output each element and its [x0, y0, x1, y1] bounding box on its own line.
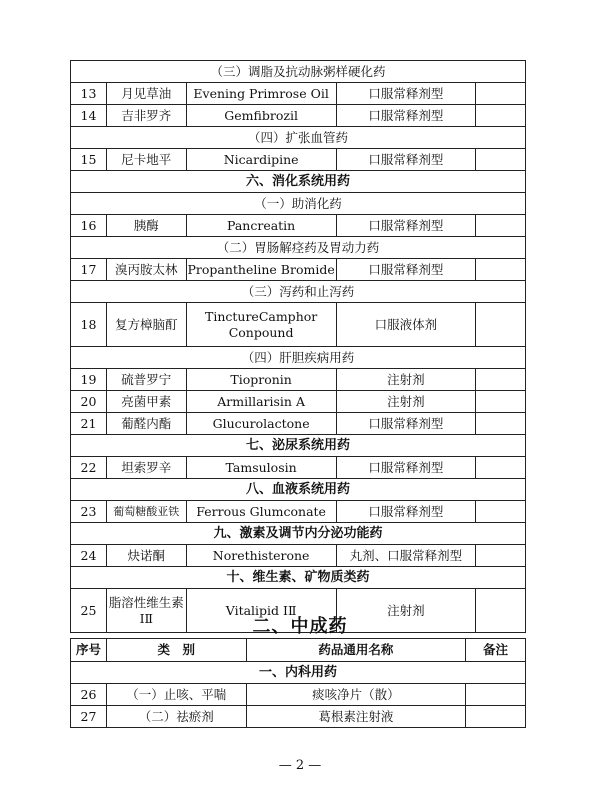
category-heading: 八、血液系统用药	[71, 479, 526, 501]
category-heading: 十、维生素、矿物质类药	[71, 567, 526, 589]
row-number: 15	[71, 149, 107, 171]
dosage-form: 口服常释剂型	[336, 105, 476, 127]
table-row	[71, 303, 526, 347]
category: （一）止咳、平喘	[106, 684, 246, 706]
page-number: — 2 —	[278, 758, 322, 773]
remarks-cell	[476, 105, 526, 127]
drug-name-cn: 硫普罗宁	[106, 369, 186, 391]
dosage-form: 口服常释剂型	[336, 215, 476, 237]
subcategory-heading: （四）扩张血管药	[71, 127, 526, 149]
category-heading-row	[71, 567, 526, 589]
table-row	[71, 391, 526, 413]
dosage-form: 丸剂、口服常释剂型	[336, 545, 476, 567]
header-remarks: 备注	[466, 639, 526, 662]
row-number: 19	[71, 369, 107, 391]
table-row	[71, 684, 526, 706]
remarks-cell	[466, 706, 526, 728]
drug-name-en: Ferrous Glumconate	[186, 501, 336, 523]
row-number: 18	[71, 303, 107, 347]
subcategory-heading: （三）调脂及抗动脉粥样硬化药	[71, 61, 526, 83]
row-number: 25	[71, 589, 107, 633]
table-row	[71, 413, 526, 435]
remarks-cell	[476, 391, 526, 413]
row-number: 23	[71, 501, 107, 523]
row-number: 26	[71, 684, 107, 706]
row-number: 17	[71, 259, 107, 281]
table-row	[71, 706, 526, 728]
row-number: 27	[71, 706, 107, 728]
row-number: 13	[71, 83, 107, 105]
category-heading: 一、内科用药	[71, 662, 526, 684]
remarks-cell	[476, 259, 526, 281]
table-row	[71, 545, 526, 567]
category-heading: 六、消化系统用药	[71, 171, 526, 193]
table-row	[71, 215, 526, 237]
row-number: 16	[71, 215, 107, 237]
drug-name: 葛根素注射液	[246, 706, 465, 728]
dosage-form: 口服常释剂型	[336, 149, 476, 171]
subcategory-heading-row	[71, 61, 526, 83]
dosage-form: 注射剂	[336, 589, 476, 633]
drug-name-en: Norethisterone	[186, 545, 336, 567]
category-heading: 九、激素及调节内分泌功能药	[71, 523, 526, 545]
table-row	[71, 457, 526, 479]
table-row	[71, 105, 526, 127]
header-category: 类 别	[106, 639, 246, 662]
drug-name-cn: 溴丙胺太林	[106, 259, 186, 281]
table-row	[71, 83, 526, 105]
row-number: 21	[71, 413, 107, 435]
drug-name-en: Tiopronin	[186, 369, 336, 391]
drug-name-en: Pancreatin	[186, 215, 336, 237]
header-drug-name: 药品通用名称	[246, 639, 465, 662]
dosage-form: 口服常释剂型	[336, 457, 476, 479]
category-heading-row	[71, 662, 526, 684]
subcategory-heading-row	[71, 237, 526, 259]
category-heading-row	[71, 171, 526, 193]
subcategory-heading-row	[71, 193, 526, 215]
dosage-form: 口服常释剂型	[336, 83, 476, 105]
table-row	[71, 501, 526, 523]
drug-name-en: Gemfibrozil	[186, 105, 336, 127]
remarks-cell	[476, 413, 526, 435]
drug-name-cn: 月见草油	[106, 83, 186, 105]
drug-name-cn: 葡萄糖酸亚铁	[106, 501, 186, 523]
category-heading: 七、泌尿系统用药	[71, 435, 526, 457]
subcategory-heading: （三）泻药和止泻药	[71, 281, 526, 303]
remarks-cell	[476, 545, 526, 567]
table-header-row	[71, 639, 526, 662]
table-row	[71, 259, 526, 281]
western-drug-table	[70, 60, 526, 633]
remarks-cell	[466, 684, 526, 706]
subcategory-heading-row	[71, 347, 526, 369]
remarks-cell	[476, 457, 526, 479]
drug-name-en: Glucurolactone	[186, 413, 336, 435]
subcategory-heading: （四）肝胆疾病用药	[71, 347, 526, 369]
table-row	[71, 369, 526, 391]
dosage-form: 口服常释剂型	[336, 501, 476, 523]
remarks-cell	[476, 149, 526, 171]
drug-name-cn: 葡醛内酯	[106, 413, 186, 435]
remarks-cell	[476, 369, 526, 391]
remarks-cell	[476, 83, 526, 105]
table-row	[71, 149, 526, 171]
drug-name-cn: 炔诺酮	[106, 545, 186, 567]
remarks-cell	[476, 303, 526, 347]
subcategory-heading-row	[71, 281, 526, 303]
row-number: 24	[71, 545, 107, 567]
drug-name-cn: 脂溶性维生素ⅠⅡ	[106, 589, 186, 633]
drug-name-cn: 胰酶	[106, 215, 186, 237]
remarks-cell	[476, 215, 526, 237]
drug-name-en: Vitalipid ⅠⅡ	[186, 589, 336, 633]
remarks-cell	[476, 501, 526, 523]
drug-name-cn: 复方樟脑酊	[106, 303, 186, 347]
drug-name-cn: 亮菌甲素	[106, 391, 186, 413]
drug-name-cn: 尼卡地平	[106, 149, 186, 171]
subcategory-heading: （一）助消化药	[71, 193, 526, 215]
drug-name: 痰咳净片（散）	[246, 684, 465, 706]
drug-name-en: Propantheline Bromide	[186, 259, 336, 281]
drug-name-cn: 坦索罗辛	[106, 457, 186, 479]
drug-name-en: Armillarisin A	[186, 391, 336, 413]
row-number: 20	[71, 391, 107, 413]
drug-name-en: Nicardipine	[186, 149, 336, 171]
dosage-form: 口服常释剂型	[336, 413, 476, 435]
drug-name-cn: 吉非罗齐	[106, 105, 186, 127]
category-heading-row	[71, 435, 526, 457]
row-number: 22	[71, 457, 107, 479]
subcategory-heading: （二）胃肠解痉药及胃动力药	[71, 237, 526, 259]
category-heading-row	[71, 479, 526, 501]
dosage-form: 口服液体剂	[336, 303, 476, 347]
dosage-form: 注射剂	[336, 391, 476, 413]
category-heading-row	[71, 523, 526, 545]
category: （二）祛瘀剂	[106, 706, 246, 728]
header-number: 序号	[71, 639, 107, 662]
drug-name-en: TinctureCamphor Conpound	[186, 303, 336, 347]
dosage-form: 注射剂	[336, 369, 476, 391]
row-number: 14	[71, 105, 107, 127]
drug-name-en: Tamsulosin	[186, 457, 336, 479]
subcategory-heading-row	[71, 127, 526, 149]
dosage-form: 口服常释剂型	[336, 259, 476, 281]
drug-name-en: Evening Primrose Oil	[186, 83, 336, 105]
chinese-medicine-table	[70, 638, 526, 728]
section-title-chinese-medicine: 二、中成药	[252, 616, 348, 637]
